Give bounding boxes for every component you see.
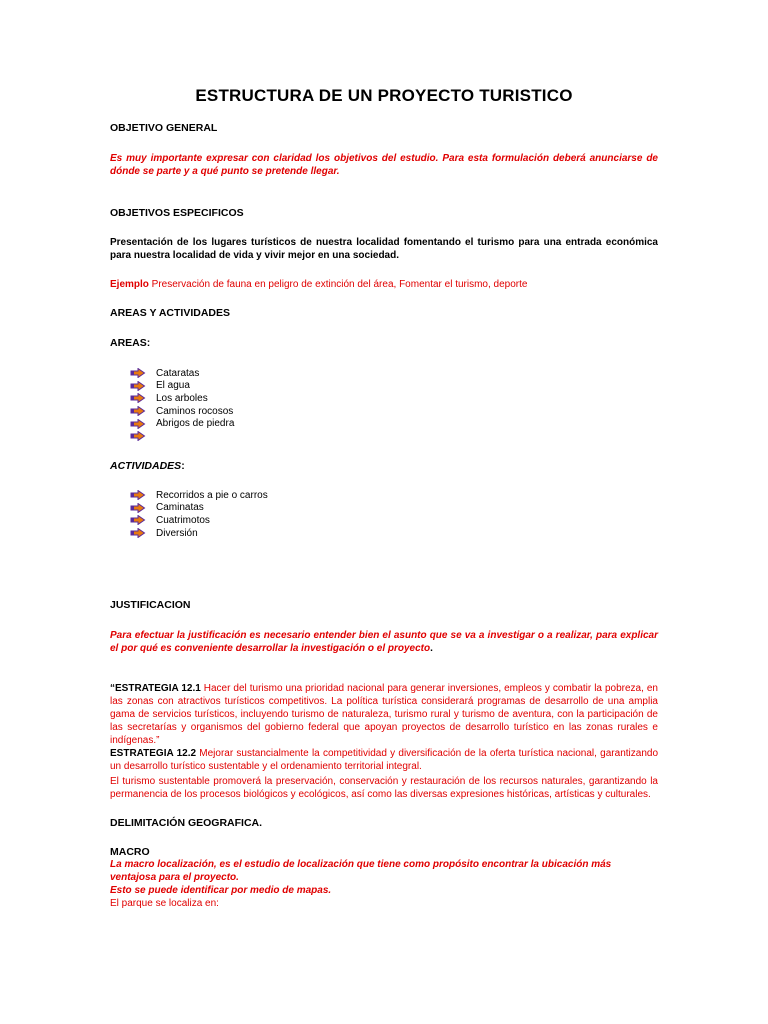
- objetivo-general-heading: OBJETIVO GENERAL: [110, 122, 218, 134]
- justificacion-text: Para efectuar la justificación es necesario entender bien el asunto que se va a investigar o a realizar, para explicar el por qué es conveniente desarrollar la investigación o el proyecto: [110, 630, 658, 654]
- turismo-sustentable-text: El turismo sustentable promoverá la preservación, conservación y restauración de los recursos naturales, garantizando la permanencia de los procesos biológicos y ecológicos, así como las diversas expresiones históricas, artísticas y culturales.: [110, 776, 658, 800]
- areas-heading: AREAS:: [110, 337, 151, 349]
- areas-actividades-heading: AREAS Y ACTIVIDADES: [110, 307, 230, 319]
- estrategia-1-text: Hacer del turismo una prioridad nacional para generar inversiones, empleos y combatir la pobreza, en las zonas con atractivos turísticos competitivos. La política turística considerará programas de desarrollo de una amplia gama de servicios turísticos, incluyendo turismo de naturaleza, turismo rural y turismo de aventura, con la participación de las secretarías y organismos del gobierno federal que apoyan proyectos de desarrollo turístico en las zonas rurales e indígenas.”: [110, 683, 658, 746]
- estrategias-block: “ESTRATEGIA 12.1 Hacer del turismo una prioridad nacional para generar inversiones, empleos y combatir la pobreza, en las zonas con atractivos turísticos competitivos. La política turística considerará programas de desarrollo de una amplia gama de servicios turísticos, incluyendo turismo de naturaleza, turismo rural y turismo de aventura, con la participación de las secretarías y organismos del gobierno federal que apoyan proyectos de desarrollo turístico en las zonas rurales e indígenas.” ESTRATEGIA 12.2 Mejorar sustancialmente la competitividad y diversificación de la oferta turística nacional, garantizando un desarrollo turístico sustentable y el ordenamiento territorial integral.: [110, 683, 659, 772]
- justificacion-heading: JUSTIFICACION: [110, 599, 191, 611]
- actividades-heading-line: ACTIVIDADES:: [110, 460, 185, 472]
- bullet-arrow-icon: [130, 406, 146, 416]
- list-item: El agua: [130, 380, 234, 393]
- actividades-list: [130, 489, 268, 539]
- objetivos-especificos-text: Presentación de los lugares turísticos de nuestra localidad fomentando el turismo para una entrada económica para nuestra localidad de vida y vivir mejor en una sociedad.: [110, 237, 658, 261]
- macro-heading: MACRO: [110, 846, 150, 858]
- list-item: Caminos rocosos: [130, 405, 234, 418]
- list-item: Diversión: [130, 527, 268, 540]
- objetivo-general-text: Es muy importante expresar con claridad los objetivos del estudio. Para esta formulación deberá anunciarse de dónde se parte y a qué punto se pretende llegar.: [110, 153, 658, 177]
- estrategia-1-label: ESTRATEGIA 12.1: [115, 683, 201, 694]
- bullet-arrow-icon: [130, 515, 146, 525]
- list-item: Cuatrimotos: [130, 514, 268, 527]
- bullet-arrow-icon: [130, 393, 146, 403]
- ejemplo-label: Ejemplo: [110, 279, 149, 290]
- estrategia-2-text: Mejorar sustancialmente la competitividad y diversificación de la oferta turística nacional, garantizando un desarrollo turístico sustentable y el ordenamiento territorial integral.: [110, 748, 659, 772]
- bullet-arrow-icon: [130, 528, 146, 538]
- list-item: Recorridos a pie o carros: [130, 489, 268, 502]
- ejemplo-text: Preservación de fauna en peligro de extinción del área, Fomentar el turismo, deporte: [148, 279, 528, 290]
- macro-line-2: Esto se puede identificar por medio de mapas.: [110, 885, 332, 896]
- bullet-arrow-icon: [130, 419, 146, 429]
- list-item: Los arboles: [130, 392, 234, 405]
- macro-line-1: La macro localización, es el estudio de localización que tiene como propósito encontrar la ubicación más ventajosa para el proyecto.: [110, 859, 612, 883]
- bullet-arrow-icon: [130, 381, 146, 391]
- actividades-heading: ACTIVIDADES: [110, 460, 182, 472]
- macro-line-3: El parque se localiza en:: [110, 898, 219, 909]
- areas-list: [130, 367, 234, 443]
- list-item: Abrigos de piedra: [130, 417, 234, 430]
- ejemplo-line: [110, 278, 658, 291]
- estrategia-2-label: ESTRATEGIA 12.2: [110, 748, 197, 759]
- list-item: Caminatas: [130, 502, 268, 515]
- list-item: [130, 430, 234, 443]
- document-title: ESTRUCTURA DE UN PROYECTO TURISTICO: [195, 86, 573, 105]
- bullet-arrow-icon: [130, 431, 146, 441]
- justificacion-text-block: Para efectuar la justificación es necesario entender bien el asunto que se va a investigar o a realizar, para explicar el por qué es conveniente desarrollar la investigación o el proyecto.: [110, 630, 658, 654]
- bullet-arrow-icon: [130, 368, 146, 378]
- list-item: Cataratas: [130, 367, 234, 380]
- objetivos-especificos-heading: OBJETIVOS ESPECIFICOS: [110, 207, 244, 219]
- bullet-arrow-icon: [130, 490, 146, 500]
- macro-block: [110, 858, 650, 910]
- bullet-arrow-icon: [130, 503, 146, 513]
- delimitacion-heading: DELIMITACIÓN GEOGRAFICA.: [110, 817, 263, 829]
